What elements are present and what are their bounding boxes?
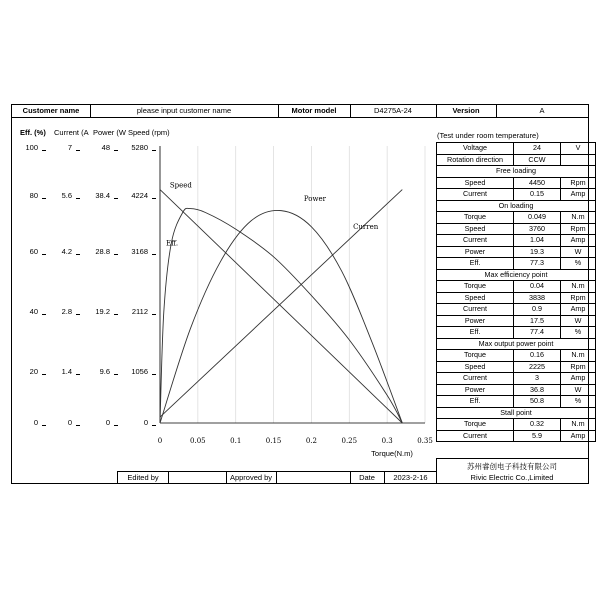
test-condition: (Test under room temperature) bbox=[437, 131, 539, 140]
spec-row bbox=[437, 327, 596, 339]
series-label: Eff. bbox=[166, 239, 179, 248]
edited-by-value bbox=[168, 472, 227, 484]
spec-value: 36.8 bbox=[514, 384, 561, 396]
x-axis-label: Torque(N.m) bbox=[371, 449, 413, 458]
company-name-en: Rivic Electric Co.,Limited bbox=[470, 473, 554, 482]
spec-value: 0.04 bbox=[514, 281, 561, 293]
spec-unit: V bbox=[561, 143, 596, 155]
eff-tick-label: 100 bbox=[25, 143, 38, 152]
x-tick-label: 0.15 bbox=[265, 437, 282, 445]
speed-tick-label: 0 bbox=[143, 418, 148, 427]
spec-label: Current bbox=[437, 373, 514, 385]
model-label: Motor model bbox=[278, 105, 351, 117]
speed-tick-label: 1056 bbox=[131, 367, 148, 376]
spec-value: 3 bbox=[514, 373, 561, 385]
power-tick-label: 19.2 bbox=[95, 307, 110, 316]
spec-label: Torque bbox=[437, 212, 514, 224]
eff-axis-header: Eff. (%) bbox=[20, 128, 46, 137]
power-tick-label: 28.8 bbox=[95, 247, 110, 256]
spec-value: 19.3 bbox=[514, 246, 561, 258]
spec-label: Power bbox=[437, 315, 514, 327]
spec-label: Current bbox=[437, 430, 514, 442]
spec-value: 0.049 bbox=[514, 212, 561, 224]
spec-row bbox=[437, 143, 596, 155]
spec-unit: Rpm bbox=[561, 223, 596, 235]
current-axis-header: Current (A bbox=[54, 128, 89, 137]
spec-row bbox=[437, 189, 596, 201]
series-label: Speed bbox=[169, 181, 192, 190]
speed-tick-label: 2112 bbox=[131, 307, 148, 316]
power-tick-label: 48 bbox=[101, 143, 110, 152]
customer-value: please input customer name bbox=[90, 105, 279, 117]
spec-row bbox=[437, 258, 596, 270]
spec-row bbox=[437, 304, 596, 316]
speed-tick-label: 5280 bbox=[131, 143, 148, 152]
spec-section-label: Stall point bbox=[437, 407, 596, 419]
speed-tick-label: 4224 bbox=[131, 191, 148, 200]
spec-value: 1.04 bbox=[514, 235, 561, 247]
spec-unit: W bbox=[561, 384, 596, 396]
spec-row bbox=[437, 292, 596, 304]
power-axis-header: Power (W bbox=[93, 128, 126, 137]
x-tick-label: 0.3 bbox=[381, 437, 393, 445]
power-tick-label: 9.6 bbox=[99, 367, 110, 376]
spec-unit: W bbox=[561, 315, 596, 327]
x-tick-label: 0.25 bbox=[341, 437, 358, 445]
current-tick-label: 5.6 bbox=[61, 191, 72, 200]
eff-tick-label: 20 bbox=[29, 367, 38, 376]
spec-section-label: Max efficiency point bbox=[437, 269, 596, 281]
speed-tick-label: 3168 bbox=[131, 247, 148, 256]
spec-unit: N.m bbox=[561, 419, 596, 431]
spec-section-label: On loading bbox=[437, 200, 596, 212]
power-tick-label: 0 bbox=[105, 418, 110, 427]
footer-bar bbox=[117, 471, 436, 484]
current-tick-label: 0 bbox=[67, 418, 72, 427]
spec-value: 0.15 bbox=[514, 189, 561, 201]
spec-section bbox=[437, 338, 596, 350]
spec-unit: % bbox=[561, 396, 596, 408]
spec-row bbox=[437, 430, 596, 442]
spec-label: Current bbox=[437, 235, 514, 247]
spec-value: 0.9 bbox=[514, 304, 561, 316]
spec-value: 3760 bbox=[514, 223, 561, 235]
spec-label: Power bbox=[437, 246, 514, 258]
spec-label: Torque bbox=[437, 419, 514, 431]
spec-row bbox=[437, 235, 596, 247]
spec-label: Speed bbox=[437, 177, 514, 189]
version-label: Version bbox=[436, 105, 497, 117]
spec-value: 77.3 bbox=[514, 258, 561, 270]
spec-section bbox=[437, 407, 596, 419]
spec-label: Current bbox=[437, 189, 514, 201]
company-name-cn: 苏州睿创电子科技有限公司 bbox=[467, 462, 557, 471]
spec-section bbox=[437, 166, 596, 178]
spec-row bbox=[437, 373, 596, 385]
eff-tick-label: 80 bbox=[29, 191, 38, 200]
power-tick-label: 38.4 bbox=[95, 191, 110, 200]
x-tick-label: 0.1 bbox=[230, 437, 242, 445]
spec-value: 17.5 bbox=[514, 315, 561, 327]
series-line-power bbox=[160, 210, 402, 423]
spec-value: 2225 bbox=[514, 361, 561, 373]
spec-row bbox=[437, 419, 596, 431]
spec-value: 4450 bbox=[514, 177, 561, 189]
model-value: D4275A-24 bbox=[350, 105, 437, 117]
spec-row bbox=[437, 154, 596, 166]
customer-label: Customer name bbox=[12, 105, 91, 117]
spec-label: Current bbox=[437, 304, 514, 316]
spec-value: CCW bbox=[514, 154, 561, 166]
series-label: Power bbox=[303, 194, 326, 203]
spec-row bbox=[437, 177, 596, 189]
spec-label: Speed bbox=[437, 361, 514, 373]
current-tick-label: 4.2 bbox=[61, 247, 72, 256]
spec-label: Speed bbox=[437, 292, 514, 304]
version-value: A bbox=[539, 106, 545, 115]
spec-value: 5.9 bbox=[514, 430, 561, 442]
edited-by-label: Edited by bbox=[118, 472, 169, 484]
spec-unit bbox=[561, 154, 596, 166]
spec-label: Torque bbox=[437, 281, 514, 293]
approved-by-value bbox=[276, 472, 351, 484]
spec-label: Rotation direction bbox=[437, 154, 514, 166]
spec-unit: Rpm bbox=[561, 177, 596, 189]
spec-label: Power bbox=[437, 384, 514, 396]
spec-unit: N.m bbox=[561, 281, 596, 293]
spec-label: Torque bbox=[437, 350, 514, 362]
spec-section-label: Max output power point bbox=[437, 338, 596, 350]
spec-row bbox=[437, 350, 596, 362]
spec-row bbox=[437, 361, 596, 373]
spec-value: 77.4 bbox=[514, 327, 561, 339]
spec-row bbox=[437, 246, 596, 258]
x-tick-label: 0.35 bbox=[417, 437, 433, 445]
spec-row bbox=[437, 223, 596, 235]
x-tick-label: 0.2 bbox=[305, 437, 317, 445]
spec-label: Speed bbox=[437, 223, 514, 235]
spec-unit: % bbox=[561, 258, 596, 270]
approved-by-label: Approved by bbox=[226, 472, 277, 484]
spec-row bbox=[437, 212, 596, 224]
spec-unit: Amp bbox=[561, 235, 596, 247]
spec-unit: Rpm bbox=[561, 292, 596, 304]
spec-value: 0.16 bbox=[514, 350, 561, 362]
spec-label: Eff. bbox=[437, 258, 514, 270]
spec-value: 24 bbox=[514, 143, 561, 155]
spec-unit: Amp bbox=[561, 304, 596, 316]
spec-section bbox=[437, 269, 596, 281]
eff-tick-label: 60 bbox=[29, 247, 38, 256]
spec-value: 0.32 bbox=[514, 419, 561, 431]
series-label: Curren bbox=[353, 223, 379, 232]
spec-unit: Amp bbox=[561, 189, 596, 201]
spec-row bbox=[437, 384, 596, 396]
spec-row bbox=[437, 281, 596, 293]
spec-table bbox=[436, 142, 596, 442]
spec-label: Eff. bbox=[437, 396, 514, 408]
eff-tick-label: 40 bbox=[29, 307, 38, 316]
spec-unit: N.m bbox=[561, 212, 596, 224]
spec-row bbox=[437, 396, 596, 408]
series-line-eff bbox=[160, 208, 402, 423]
spec-section bbox=[437, 200, 596, 212]
eff-tick-label: 0 bbox=[33, 418, 38, 427]
spec-row bbox=[437, 315, 596, 327]
spec-unit: N.m bbox=[561, 350, 596, 362]
x-tick-label: 0 bbox=[157, 437, 163, 445]
x-tick-label: 0.05 bbox=[190, 437, 206, 445]
speed-axis-header: Speed (rpm) bbox=[128, 128, 170, 137]
current-tick-label: 2.8 bbox=[61, 307, 72, 316]
spec-label: Eff. bbox=[437, 327, 514, 339]
date-value: 2023-2-16 bbox=[393, 473, 428, 482]
spec-unit: Amp bbox=[561, 430, 596, 442]
spec-unit: Amp bbox=[561, 373, 596, 385]
spec-section-label: Free loading bbox=[437, 166, 596, 178]
spec-unit: % bbox=[561, 327, 596, 339]
current-tick-label: 1.4 bbox=[61, 367, 72, 376]
spec-label: Voltage bbox=[437, 143, 514, 155]
current-tick-label: 7 bbox=[67, 143, 72, 152]
date-label: Date bbox=[350, 472, 385, 484]
spec-unit: Rpm bbox=[561, 361, 596, 373]
spec-unit: W bbox=[561, 246, 596, 258]
spec-value: 50.8 bbox=[514, 396, 561, 408]
spec-value: 3838 bbox=[514, 292, 561, 304]
